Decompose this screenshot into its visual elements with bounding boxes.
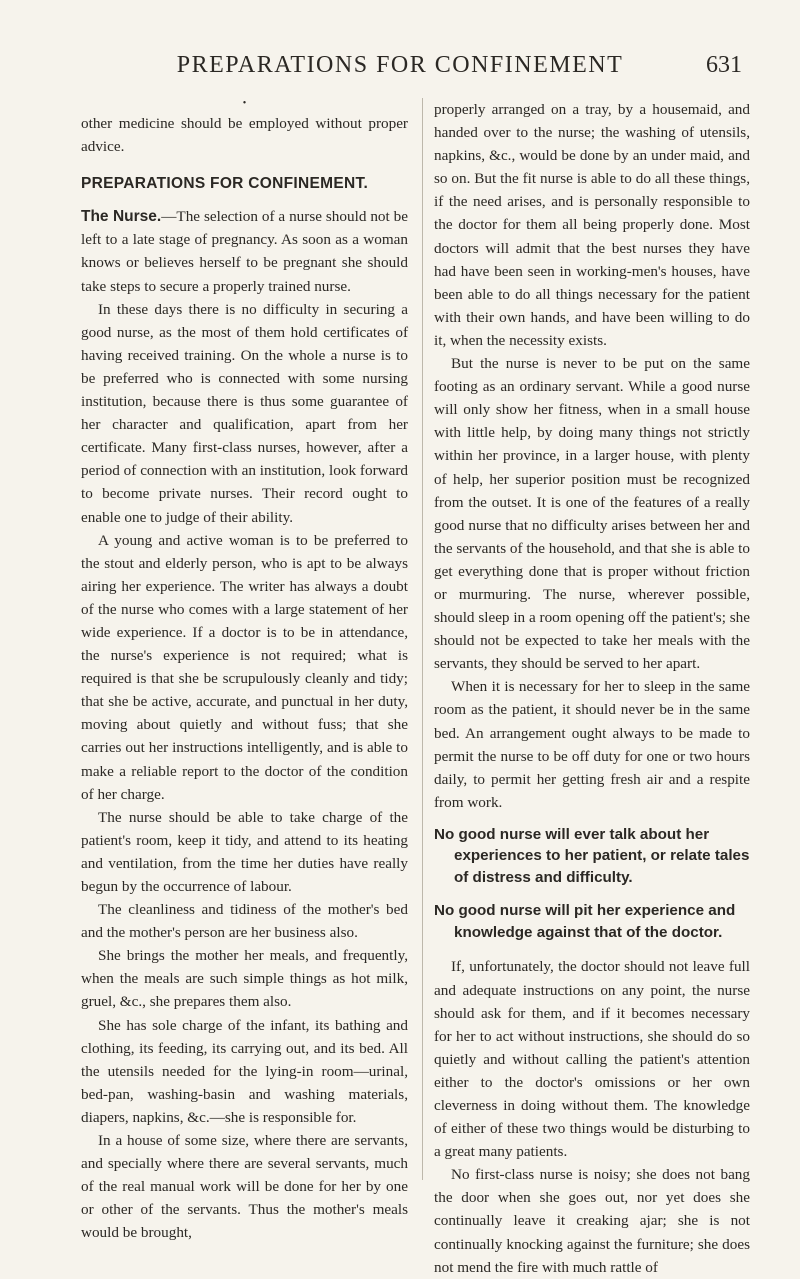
paragraph: In these days there is no difficulty in securing a good nurse, as the most of them hold certificates of having received training. On the whole a nurse is to be preferred who is connected with some nursing institution, because there is thus some guarantee of her character and qualification, apart from her certificate. Many first-class nurses, however, after a period of connection with an institution, look forward to become private nurses. Their record ought to enable one to judge of their ability. bbox=[81, 300, 408, 526]
paragraph-nurse-text: —The selection of a nurse should not be left to a late stage of pregnancy. As soon as a woman knows or believes herself to be pregnant she should take steps to secure a properly trained nurse. bbox=[81, 208, 408, 295]
paragraph: When it is necessary for her to sleep in the same room as the patient, it should never be in the same bed. An arrangement ought always to be made to permit the nurse to be off duty for one or two hours daily, to permit her getting fresh air and a respite from work. bbox=[434, 678, 750, 811]
left-column bbox=[81, 98, 408, 1245]
callout-rule: No good nurse will pit her experience and knowledge against that of the doctor. bbox=[434, 902, 736, 941]
paragraph: If, unfortunately, the doctor should not leave full and adequate instructions on any point, the nurse should ask for them, and if it becomes necessary for her to act without instructions, she should do so quietly and without calling the patient's attention either to the doctor's omissions or her own cleverness in doing without them. The knowledge of either of these two things would be disturbing to a great many patients. bbox=[434, 958, 750, 1161]
page-number: 631 bbox=[706, 52, 742, 78]
paragraph: She has sole charge of the infant, its bathing and clothing, its feeding, its carrying out, and its bed. All the utensils needed for the lying-in room—urinal, bed-pan, washing-basin and washing materials, diapers, napkins, &c.—she is responsible for. bbox=[81, 1016, 408, 1126]
column-divider bbox=[422, 98, 423, 1180]
right-column bbox=[434, 98, 750, 1279]
paragraph: She brings the mother her meals, and frequently, when the meals are such simple things as hot milk, gruel, &c., she prepares them also. bbox=[81, 947, 408, 1011]
paragraph: No first-class nurse is noisy; she does not bang the door when she goes out, nor yet does she continually leave it creaking ajar; she is not continually knocking against the furniture; she does not mend the fire with much rattle of bbox=[434, 1166, 750, 1276]
running-head bbox=[0, 52, 800, 86]
paragraph: But the nurse is never to be put on the same footing as an ordinary servant. While a good nurse will only show her fitness, when in a small house with little help, by doing many things not strictly within her province, in a larger house, with plenty of help, her superior position must be recognized from the outset. It is one of the features of a really good nurse that no difficulty arises between her and the servants of the household, and that she is able to get everything done that is proper without friction or murmuring. The nurse, wherever possible, should sleep in a room opening off the patient's; she should not be expected to take her meals with the servants, they should be served to her apart. bbox=[434, 355, 750, 673]
running-title: PREPARATIONS FOR CONFINEMENT bbox=[176, 52, 624, 78]
paragraph-continued: properly arranged on a tray, by a housemaid, and handed over to the nurse; the washing of utensils, napkins, &c., would be done by an under maid, and so on. But the fit nurse is able to do all these things, if the need arises, and is personally responsible to the doctor for them all being properly done. Most doctors will admit that the best nurses they have had have been seen in working-men's houses, have been able to do all things necessary for the patient with their own hands, and have been willing to do it, when the necessity exists. bbox=[434, 101, 750, 349]
paragraph-nurse bbox=[81, 205, 408, 297]
callout-rule: No good nurse will ever talk about her experiences to her patient, or relate tales of distress and difficulty. bbox=[434, 825, 750, 886]
paragraph-continued: other medicine should be employed without proper advice. bbox=[81, 115, 408, 156]
bullet-mark: • bbox=[242, 98, 247, 109]
paragraph: The cleanliness and tidiness of the mother's bed and the mother's person are her business also. bbox=[81, 901, 408, 942]
paragraph: A young and active woman is to be preferred to the stout and elderly person, who is apt to be always airing her experience. The writer has always a doubt of the nurse who comes with a large statement of her wide experience. If a doctor is to be in attendance, the nurse's experience is not required; what is required is that she be scrupulously cleanly and tidy; that she be active, accurate, and punctual in her duty, moving about quietly and without fuss; that she carries out her instructions intelligently, and is able to make a reliable report to the doctor of the condition of her charge. bbox=[81, 531, 408, 803]
paragraph: In a house of some size, where there are servants, and specially where there are several servants, much of the real manual work will be done for her by one or other of the servants. Thus the mother's meals would be brought, bbox=[81, 1132, 408, 1242]
run-in-heading: The Nurse. bbox=[81, 208, 162, 226]
paragraph: The nurse should be able to take charge of the patient's room, keep it tidy, and attend to its heating and ventilation, from the time her duties have really begun by the occurrence of labour. bbox=[81, 808, 408, 895]
section-heading: PREPARATIONS FOR CONFINEMENT. bbox=[81, 175, 369, 193]
